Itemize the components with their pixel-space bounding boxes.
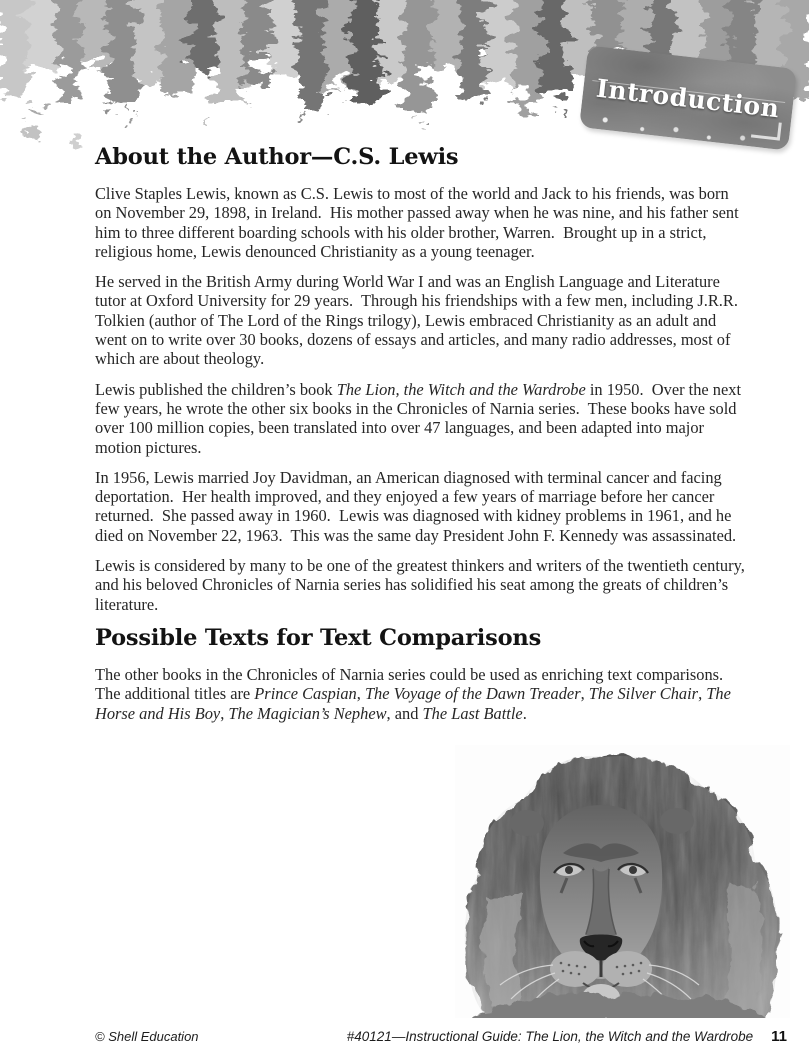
paragraph-author-1: Clive Staples Lewis, known as C.S. Lewis to most of the world and Jack to his friends, was born on November 29, 1898, in Ireland. His mother passed away when he was nine, and his father sent him to three different boarding schools with his older brother, Warren. Brought up in a strict, religious home, Lewis denounced Christianity as a young teenager.: [95, 184, 743, 261]
page-content: [95, 0, 749, 734]
paragraph-author-4: In 1956, Lewis married Joy Davidman, an American diagnosed with terminal cancer and facing deportation. Her health improved, and they enjoyed a few years of marriage before her cancer returned. She passed away in 1960. Lewis was diagnosed with kidney problems in 1961, and he died on November 22, 1963. This was the same day President John F. Kennedy was assassinated.: [95, 467, 737, 545]
heading-possible-texts: Possible Texts for Text Comparisons: [95, 624, 542, 651]
tab-label: Introduction: [594, 73, 782, 124]
footer-page-number: 11: [771, 1028, 787, 1045]
lion-photo: [455, 745, 790, 1018]
page-footer: [95, 1028, 787, 1050]
footer-book-id: #40121—Instructional Guide: The Lion, the Witch and the Wardrobe: [346, 1029, 754, 1044]
paragraph-author-3: Lewis published the children’s book The Lion, the Witch and the Wardrobe in 1950. Over the next few years, he wrote the other six books in the Chronicles of Narnia series. These books have sold over 100 million copies, been translated into over 47 languages, and been adapted into major motion pictures.: [95, 379, 746, 457]
paragraph-author-5: Lewis is considered by many to be one of the greatest thinkers and writers of the twentieth century, and his beloved Chronicles of Narnia series has solidified his seat among the greats of children’s literature.: [95, 556, 749, 614]
footer-copyright: © Shell Education: [95, 1029, 199, 1044]
paragraph-author-2: He served in the British Army during World War I and was an English Language and Literature tutor at Oxford University for 29 years. Through his friendships with a few men, including J.R.R. Tolkien (author of The Lord of the Rings trilogy), Lewis embraced Christianity as an adult and went on to write over 30 books, dozens of essays and articles, and many radio addresses, most of which are about theology.: [95, 272, 742, 369]
lion-illustration: [455, 745, 790, 1018]
heading-about-the-author: About the Author—C.S. Lewis: [95, 144, 459, 170]
paragraph-comparisons: The other books in the Chronicles of Narnia series could be used as enriching text comparisons. The additional titles are Prince Caspian, The Voyage of the Dawn Treader, The Silver Chair, The Horse and His Boy, The Magician’s Nephew, and The Last Battle.: [95, 664, 735, 723]
